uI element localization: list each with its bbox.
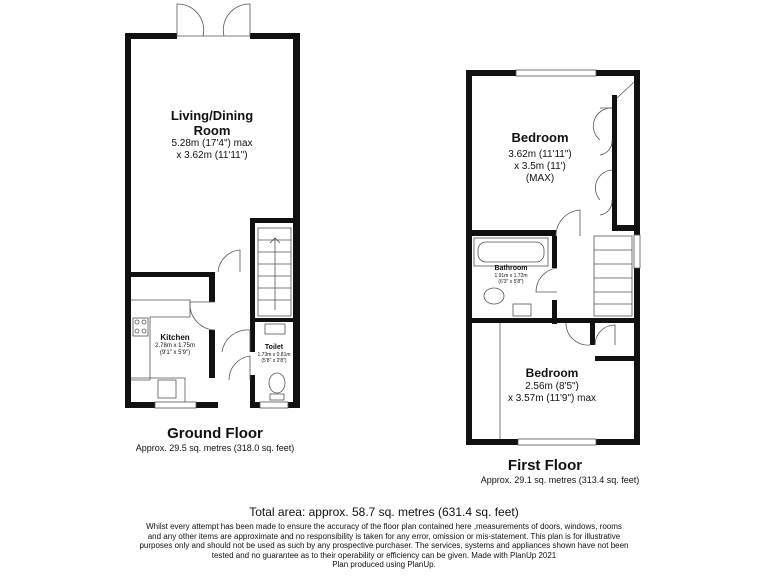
bedroom-1-dimensions — [480, 149, 600, 185]
dimension-text: (9'1" x 5'9") — [159, 350, 191, 356]
dimension-text: 3.62m (11'11") — [508, 149, 572, 160]
bathroom-dimensions — [480, 273, 542, 285]
wall — [612, 95, 617, 230]
window — [516, 70, 596, 76]
bedroom-1-name: Bedroom — [511, 130, 569, 145]
basin — [513, 304, 531, 316]
wall — [196, 402, 216, 408]
disclaimer-line: purposes only and should not be used as such by any prospective purchaser. The services, systems and appliances shown have not been — [139, 541, 629, 551]
wall — [634, 70, 640, 235]
door-swing — [595, 325, 615, 345]
living-room-name: Room — [193, 123, 231, 138]
wall — [466, 70, 516, 76]
wc — [484, 288, 504, 304]
wall — [590, 323, 595, 345]
wall — [215, 402, 218, 408]
wall — [466, 439, 518, 445]
door-swing — [218, 250, 240, 272]
door-swing — [222, 330, 250, 352]
wall — [125, 402, 155, 408]
wall — [466, 230, 556, 236]
dimension-text: x 3.5m (11') — [514, 161, 566, 172]
door-swing — [229, 356, 250, 380]
ground-floor-title: Ground Floor — [167, 425, 263, 442]
wall — [552, 236, 557, 268]
wall — [250, 318, 300, 322]
wall — [125, 272, 131, 408]
french-door-swing — [177, 4, 204, 36]
window — [155, 402, 196, 408]
wall — [596, 70, 640, 76]
french-door-swing — [223, 4, 250, 36]
living-room-name: Living/Dining — [170, 108, 254, 123]
ground-floor-area: Approx. 29.5 sq. metres (318.0 sq. feet) — [135, 443, 295, 453]
toilet-name: Toilet — [264, 344, 284, 351]
stairs — [258, 228, 291, 316]
first-floor-area: Approx. 29.1 sq. metres (313.4 sq. feet) — [480, 475, 640, 485]
wc — [269, 373, 285, 393]
dimension-text: x 3.57m (11'9") max — [507, 393, 597, 404]
dimension-text: (5'8" x 2'8") — [261, 358, 287, 364]
wall — [250, 402, 260, 408]
wall — [596, 439, 640, 445]
bathroom-name: Bathroom — [494, 265, 528, 272]
wall — [250, 218, 255, 318]
living-room-label — [131, 108, 293, 138]
wall — [125, 33, 177, 39]
total-area: Total area: approx. 58.7 sq. metres (631.4 sq. feet) — [249, 505, 519, 519]
wall — [250, 33, 300, 39]
bedroom-2-dimensions — [496, 381, 608, 405]
wall — [466, 318, 640, 323]
disclaimer-line: Whilst every attempt has been made to ensure the accuracy of the floor plan contained here ,measurements of doors, windows, rooms — [146, 522, 622, 531]
kitchen-name: Kitchen — [160, 333, 190, 342]
first-floor-title: First Floor — [507, 457, 583, 474]
window — [634, 235, 640, 268]
living-room-dimensions — [131, 138, 293, 162]
kitchen-dimensions — [140, 343, 210, 357]
wall — [466, 70, 472, 445]
door-swing — [190, 302, 215, 330]
dimension-text: 1.91m x 1.72m — [494, 273, 528, 279]
dimension-text: 2.56m (8'5") — [525, 381, 579, 392]
kitchen-sink — [158, 380, 176, 398]
wall — [125, 272, 215, 277]
door-swing — [566, 323, 590, 345]
disclaimer-line: Plan produced using PlanUp. — [332, 560, 436, 570]
disclaimer-line: and any other items are approximate and no responsibility is taken for any error, omission or mis-statement. This plan is for illustrative — [147, 531, 621, 541]
disclaimer — [100, 522, 668, 570]
dimension-text: (6'3" x 5'8") — [498, 279, 524, 285]
wall — [209, 272, 215, 302]
dimension-text: 5.28m (17'4") max — [171, 138, 253, 149]
dimension-text: 2.78m x 1.75m — [155, 343, 195, 349]
toilet-dimensions — [251, 352, 297, 364]
dimension-text: 1.73m x 0.81m — [257, 352, 291, 358]
window — [260, 402, 288, 408]
wall — [288, 402, 300, 408]
disclaimer-line: tested and no guarantee as to their operability or efficiency can be given. Made with PlanUp 2021 — [211, 550, 557, 560]
window — [518, 439, 596, 445]
bedroom-2-name: Bedroom — [525, 366, 579, 380]
wall — [595, 356, 640, 361]
dimension-text: x 3.62m (11'11") — [176, 150, 248, 161]
dimension-text: (MAX) — [525, 173, 555, 184]
door-swing — [556, 210, 580, 236]
basin — [265, 324, 285, 334]
wall — [250, 218, 300, 223]
